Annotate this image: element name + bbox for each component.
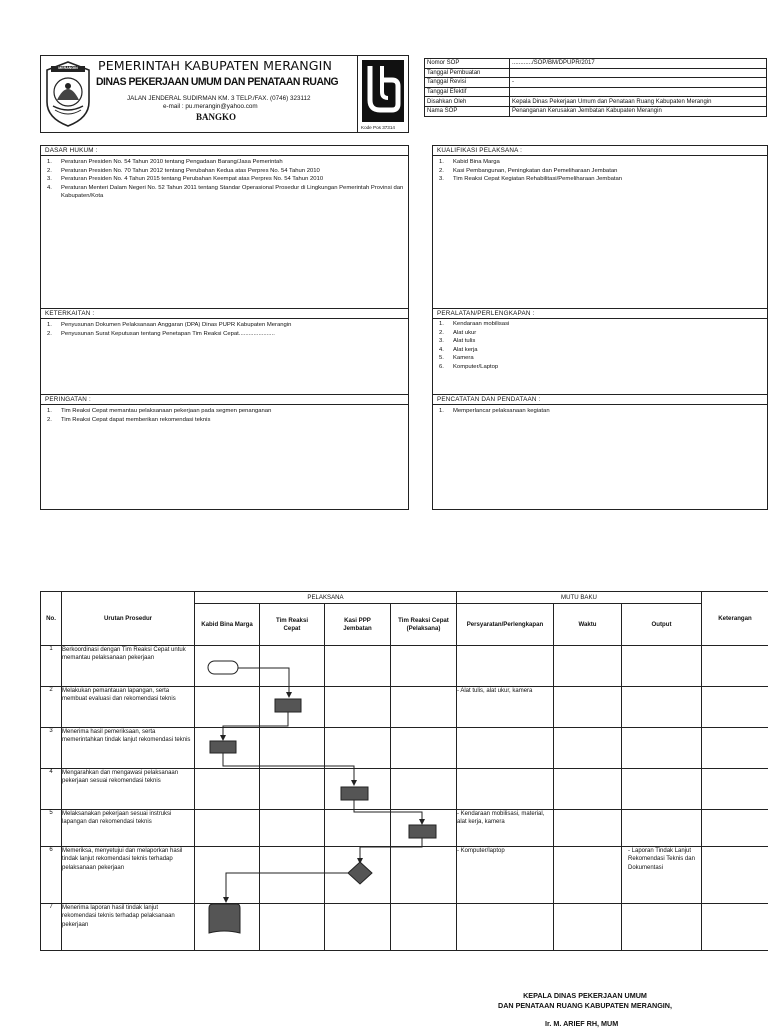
cell-trc <box>260 769 325 810</box>
gov-title: PEMERINTAH KABUPATEN MERANGIN <box>98 58 332 73</box>
list-item <box>439 354 763 363</box>
cell-kasi <box>325 728 391 769</box>
row-requirement: - Kendaraan mobilisasi, material, alat kerja, kamera <box>457 810 554 847</box>
peralatan-box <box>432 308 768 395</box>
mutu-persyaratan: Persyaratan/Perlengkapan <box>457 604 554 646</box>
list-number: 1. <box>47 158 61 167</box>
email: e-mail : pu.merangin@yahoo.com <box>163 103 258 110</box>
list-number: 1. <box>439 158 453 167</box>
list-number: 1. <box>439 407 453 416</box>
row-keterangan <box>702 769 768 810</box>
sop-info-value: - <box>510 78 767 88</box>
list-item <box>439 363 763 372</box>
table-row <box>41 728 768 769</box>
list-text: Kasi Pembangunan, Peningkatan dan Pemeliharaan Jembatan <box>453 167 617 176</box>
postal-code: Kode Pos 37314 <box>361 125 395 130</box>
address: JALAN JENDERAL SUDIRMAN KM. 3 TELP./FAX. (0746) 323112 <box>127 95 311 102</box>
row-procedure: Berkoordinasi dengan Tim Reaksi Cepat untuk memantau pelaksanaan pekerjaan <box>62 646 195 687</box>
actor-trc-pelaksana: Tim Reaksi Cepat (Pelaksana) <box>391 604 457 646</box>
row-requirement <box>457 904 554 951</box>
peringatan-title: PERINGATAN : <box>41 395 408 405</box>
col-keterangan: Keterangan <box>702 592 768 646</box>
row-output <box>622 810 702 847</box>
list-text: Kendaraan mobilisasi <box>453 320 509 329</box>
actor-kasi: Kasi PPP Jembatan <box>325 604 391 646</box>
keterkaitan-title: KETERKAITAN : <box>41 309 408 319</box>
list-item <box>439 337 763 346</box>
row-time <box>554 687 622 728</box>
peringatan-list <box>47 407 404 424</box>
cell-kabid <box>195 687 260 728</box>
sop-info-key: Tanggal Revisi <box>425 78 510 88</box>
sop-info-row <box>425 59 767 69</box>
list-text: Memperlancar pelaksanaan kegiatan <box>453 407 550 416</box>
city: BANGKO <box>196 112 236 122</box>
row-procedure: Mengarahkan dan mengawasi pelaksanaan pekerjaan sesuai rekomendasi teknis <box>62 769 195 810</box>
row-requirement: - Komputer/laptop <box>457 847 554 904</box>
cell-kabid <box>195 847 260 904</box>
list-number: 1. <box>439 320 453 329</box>
dasar-hukum-box <box>40 145 409 309</box>
row-keterangan <box>702 646 768 687</box>
list-text: Alat ukur <box>453 329 476 338</box>
row-time <box>554 728 622 769</box>
row-output <box>622 646 702 687</box>
row-keterangan <box>702 728 768 769</box>
list-item <box>47 158 404 167</box>
peringatan-box <box>40 394 409 510</box>
row-requirement <box>457 728 554 769</box>
cell-kasi <box>325 646 391 687</box>
list-item <box>439 346 763 355</box>
row-time <box>554 646 622 687</box>
cell-trc-pelaksana <box>391 646 457 687</box>
cell-kasi <box>325 904 391 951</box>
cell-trc <box>260 904 325 951</box>
row-keterangan <box>702 847 768 904</box>
list-text: Tim Reaksi Cepat memantau pelaksanaan pekerjaan pada segmen penanganan <box>61 407 271 416</box>
list-item <box>439 329 763 338</box>
sop-info-value: Kepala Dinas Pekerjaan Umum dan Penataan Ruang Kabupaten Merangin <box>510 97 767 107</box>
list-number: 6. <box>439 363 453 372</box>
sop-info-value <box>510 68 767 78</box>
list-number: 1. <box>47 321 61 330</box>
row-number: 2 <box>41 687 62 728</box>
cell-kabid <box>195 646 260 687</box>
row-procedure: Memeriksa, menyetujui dan melaporkan hasil tindak lanjut rekomendasi teknis terhadap pelaksanaan pekerjaan <box>62 847 195 904</box>
cell-kasi <box>325 810 391 847</box>
table-row <box>41 646 768 687</box>
row-keterangan <box>702 810 768 847</box>
list-text: Tim Reaksi Cepat dapat memberikan rekomendasi teknis <box>61 416 210 425</box>
sop-info-key: Tanggal Efektif <box>425 87 510 97</box>
cell-kasi <box>325 769 391 810</box>
row-procedure: Menerima laporan hasil tindak lanjut rekomendasi teknis terhadap pelaksanaan pekerjaan <box>62 904 195 951</box>
sop-info-row <box>425 87 767 97</box>
list-text: Komputer/Laptop <box>453 363 498 372</box>
row-keterangan <box>702 687 768 728</box>
row-output <box>622 728 702 769</box>
row-procedure: Menerima hasil pemeriksaan, serta memerintahkan tindak lanjut rekomendasi teknis <box>62 728 195 769</box>
list-text: Kabid Bina Marga <box>453 158 500 167</box>
sop-info-row <box>425 106 767 116</box>
pencatatan-list <box>439 407 763 416</box>
cell-kasi <box>325 847 391 904</box>
list-number: 2. <box>47 416 61 425</box>
list-text: Alat kerja <box>453 346 478 355</box>
row-number: 3 <box>41 728 62 769</box>
list-item <box>47 184 404 201</box>
table-row <box>41 810 768 847</box>
cell-kabid <box>195 728 260 769</box>
list-item <box>439 158 763 167</box>
table-row <box>41 769 768 810</box>
col-pelaksana: PELAKSANA <box>195 592 457 604</box>
list-item <box>47 416 404 425</box>
sop-info-value <box>510 87 767 97</box>
cell-trc <box>260 646 325 687</box>
row-keterangan <box>702 904 768 951</box>
cell-trc <box>260 728 325 769</box>
row-time <box>554 904 622 951</box>
sop-info-key: Tanggal Pembuatan <box>425 68 510 78</box>
row-requirement: - Alat tulis, alat ukur, kamera <box>457 687 554 728</box>
logo-label: MERANGIN <box>51 66 85 71</box>
list-number: 3. <box>439 175 453 184</box>
list-number: 4. <box>439 346 453 355</box>
dept-title: DINAS PEKERJAAN UMUM DAN PENATAAN RUANG <box>96 76 338 88</box>
row-number: 6 <box>41 847 62 904</box>
keterkaitan-box <box>40 308 409 395</box>
col-no: No. <box>41 592 62 646</box>
list-number: 3. <box>439 337 453 346</box>
list-number: 2. <box>439 167 453 176</box>
cell-trc <box>260 847 325 904</box>
sop-info-row <box>425 78 767 88</box>
row-procedure: Melakukan pemantauan lapangan, serta membuat evaluasi dan rekomendasi teknis <box>62 687 195 728</box>
row-number: 7 <box>41 904 62 951</box>
cell-kabid <box>195 769 260 810</box>
list-item <box>47 407 404 416</box>
row-requirement <box>457 646 554 687</box>
actor-trc: Tim Reaksi Cepat <box>260 604 325 646</box>
mutu-output: Output <box>622 604 702 646</box>
cell-trc-pelaksana <box>391 687 457 728</box>
list-text: Penyusunan Surat Keputusan tentang Penetapan Tim Reaksi Cepat...................... <box>61 330 275 339</box>
list-item <box>439 320 763 329</box>
list-text: Tim Reaksi Cepat Kegiatan Rehabilitasi/Pemeliharaan Jembatan <box>453 175 622 184</box>
list-text: Peraturan Presiden No. 4 Tahun 2015 tentang Perubahan Keempat atas Perpres No. 54 Tahun 2010 <box>61 175 323 184</box>
list-item <box>47 321 404 330</box>
sop-info-row <box>425 97 767 107</box>
list-number: 3. <box>47 175 61 184</box>
cell-kasi <box>325 687 391 728</box>
row-output <box>622 769 702 810</box>
peralatan-list <box>439 320 763 372</box>
row-time <box>554 810 622 847</box>
signature-line1: KEPALA DINAS PEKERJAAN UMUM <box>480 991 690 1001</box>
row-procedure: Melaksanakan pekerjaan sesuai instruksi lapangan dan rekomendasi teknis <box>62 810 195 847</box>
list-text: Peraturan Menteri Dalam Negeri No. 52 Tahun 2011 tentang Standar Operasional Prosedur di Lingkungan Pemerintah Provinsi dan Kabupaten/Kota <box>61 184 404 201</box>
list-number: 2. <box>47 330 61 339</box>
row-requirement <box>457 769 554 810</box>
table-row <box>41 847 768 904</box>
row-number: 4 <box>41 769 62 810</box>
row-output: - Laporan Tindak Lanjut Rekomendasi Teknis dan Dokumentasi <box>622 847 702 904</box>
dasar-hukum-list <box>47 158 404 201</box>
cell-trc-pelaksana <box>391 847 457 904</box>
cell-trc-pelaksana <box>391 728 457 769</box>
cell-trc <box>260 810 325 847</box>
cell-kabid <box>195 904 260 951</box>
list-number: 2. <box>439 329 453 338</box>
keterkaitan-list <box>47 321 404 338</box>
cell-trc-pelaksana <box>391 904 457 951</box>
row-time <box>554 769 622 810</box>
pencatatan-title: PENCATATAN DAN PENDATAAN : <box>433 395 767 405</box>
col-mutu-baku: MUTU BAKU <box>457 592 702 604</box>
row-time <box>554 847 622 904</box>
sop-info-value: Penanganan Kerusakan Jembatan Kabupaten Merangin <box>510 106 767 116</box>
sop-info-value: ............/SOP/BM/DPUPR/2017 <box>510 59 767 69</box>
sop-info-key: Nomor SOP <box>425 59 510 69</box>
peralatan-title: PERALATAN/PERLENGKAPAN : <box>433 309 767 319</box>
pencatatan-box <box>432 394 768 510</box>
cell-kabid <box>195 810 260 847</box>
list-text: Penyusunan Dokumen Pelaksanaan Anggaran (DPA) Dinas PUPR Kabupaten Merangin <box>61 321 291 330</box>
row-output <box>622 904 702 951</box>
sop-info-row <box>425 68 767 78</box>
list-number: 2. <box>47 167 61 176</box>
sop-info-key: Disahkan Oleh <box>425 97 510 107</box>
list-text: Peraturan Presiden No. 70 Tahun 2012 tentang Perubahan Kedua atas Perpres No. 54 Tahun 2010 <box>61 167 320 176</box>
list-number: 1. <box>47 407 61 416</box>
procedure-table <box>40 591 768 951</box>
list-item <box>47 167 404 176</box>
list-item <box>47 175 404 184</box>
list-item <box>439 175 763 184</box>
table-row <box>41 904 768 951</box>
row-output <box>622 687 702 728</box>
actor-kabid: Kabid Bina Marga <box>195 604 260 646</box>
kualifikasi-title: KUALIFIKASI PELAKSANA : <box>433 146 767 156</box>
cell-trc <box>260 687 325 728</box>
signature-line2: DAN PENATAAN RUANG KABUPATEN MERANGIN, <box>480 1001 690 1011</box>
list-item <box>439 407 763 416</box>
list-text: Alat tulis <box>453 337 475 346</box>
mutu-waktu: Waktu <box>554 604 622 646</box>
list-number: 5. <box>439 354 453 363</box>
sop-info-table <box>424 58 767 117</box>
signature-block <box>480 991 690 1011</box>
cell-trc-pelaksana <box>391 769 457 810</box>
table-row <box>41 687 768 728</box>
list-item <box>439 167 763 176</box>
col-urutan: Urutan Prosedur <box>62 592 195 646</box>
signatory-name: Ir. M. ARIEF RH, MUM <box>545 1019 618 1028</box>
row-number: 1 <box>41 646 62 687</box>
list-text: Kamera <box>453 354 474 363</box>
pu-logo-icon <box>362 60 404 122</box>
list-text: Peraturan Presiden No. 54 Tahun 2010 tentang Pengadaan Barang/Jasa Pemerintah <box>61 158 283 167</box>
list-item <box>47 330 404 339</box>
kualifikasi-box <box>432 145 768 309</box>
list-number: 4. <box>47 184 61 201</box>
kualifikasi-list <box>439 158 763 184</box>
row-number: 5 <box>41 810 62 847</box>
cell-trc-pelaksana <box>391 810 457 847</box>
dasar-hukum-title: DASAR HUKUM : <box>41 146 408 156</box>
sop-info-key: Nama SOP <box>425 106 510 116</box>
